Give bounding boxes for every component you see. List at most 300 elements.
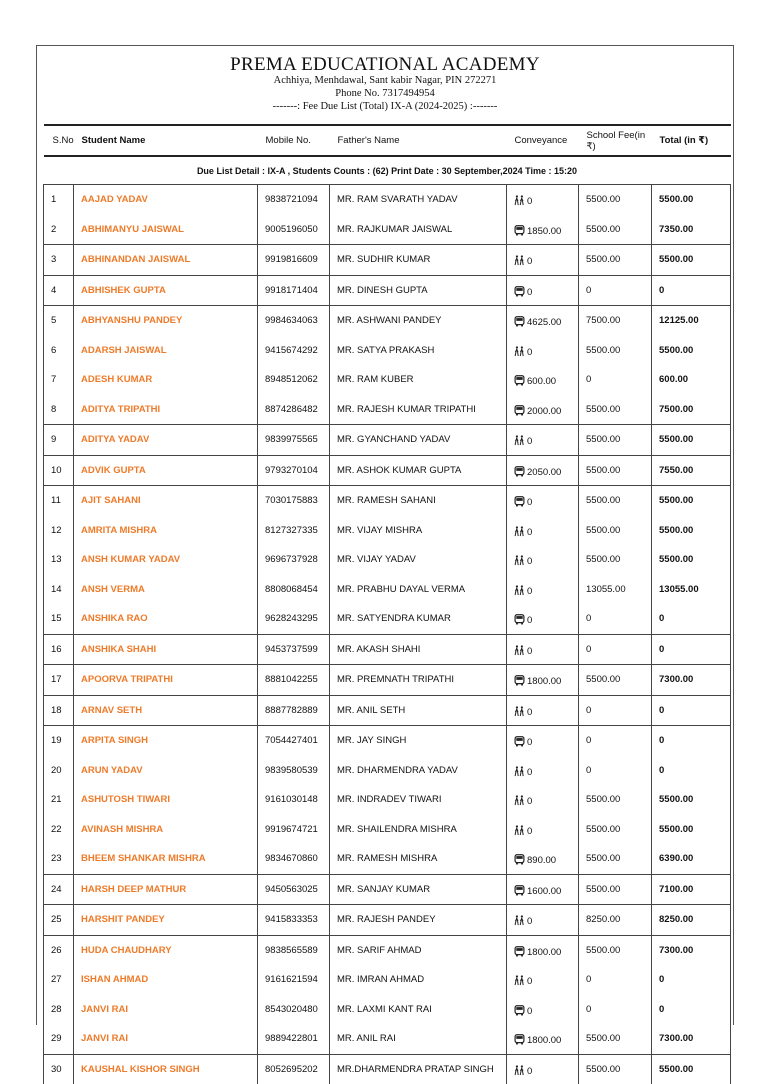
col-total: Total (in ₹)	[652, 125, 731, 156]
bus-icon	[514, 614, 525, 625]
row-conveyance-amount: 2050.00	[527, 466, 562, 478]
row-conveyance	[507, 395, 579, 425]
row-school-fee: 0	[579, 695, 652, 726]
row-total: 0	[652, 275, 731, 306]
row-conveyance-amount: 0	[527, 916, 533, 928]
row-sno: 5	[44, 306, 74, 336]
row-school-fee: 5500.00	[579, 336, 652, 366]
row-school-fee: 8250.00	[579, 905, 652, 936]
row-total: 6390.00	[652, 844, 731, 874]
table-row	[44, 634, 731, 665]
row-sno: 29	[44, 1024, 74, 1054]
table-row	[44, 785, 731, 815]
row-conveyance	[507, 726, 579, 756]
bus-icon	[514, 736, 525, 747]
row-total: 7550.00	[652, 455, 731, 486]
row-mobile: 9161030148	[258, 785, 330, 815]
row-father-name: MR. SANJAY KUMAR	[330, 874, 507, 905]
row-sno: 6	[44, 336, 74, 366]
row-father-name: MR. RAM SVARATH YADAV	[330, 185, 507, 215]
row-total: 7100.00	[652, 874, 731, 905]
row-student-name: ANSHIKA SHAHI	[74, 634, 258, 665]
row-conveyance	[507, 604, 579, 634]
col-student-name: Student Name	[74, 125, 258, 156]
table-row	[44, 965, 731, 995]
row-mobile: 9450563025	[258, 874, 330, 905]
row-mobile: 9453737599	[258, 634, 330, 665]
table-row	[44, 395, 731, 425]
row-student-name: ADARSH JAISWAL	[74, 336, 258, 366]
row-mobile: 8874286482	[258, 395, 330, 425]
school-name: PREMA EDUCATIONAL ACADEMY	[230, 54, 540, 75]
row-student-name: ABHIMANYU JAISWAL	[74, 215, 258, 245]
row-father-name: MR. VIJAY MISHRA	[330, 516, 507, 546]
row-student-name: APOORVA TRIPATHI	[74, 665, 258, 696]
bus-icon	[514, 466, 525, 477]
table-row	[44, 336, 731, 366]
col-father-name: Father's Name	[330, 125, 507, 156]
row-conveyance-amount: 1600.00	[527, 885, 562, 897]
row-father-name: MR. RAM KUBER	[330, 365, 507, 395]
row-conveyance-amount: 0	[527, 645, 533, 657]
fee-due-table	[43, 124, 731, 1084]
table-row	[44, 604, 731, 634]
row-sno: 19	[44, 726, 74, 756]
row-student-name: ADITYA YADAV	[74, 425, 258, 456]
row-mobile: 9834670860	[258, 844, 330, 874]
row-conveyance-amount: 0	[527, 706, 533, 718]
row-total: 7300.00	[652, 1024, 731, 1054]
row-conveyance	[507, 634, 579, 665]
due-list-detail: Due List Detail : IX-A , Students Counts : (62) Print Date : 30 September,2024 Time : 15:20	[44, 156, 731, 185]
row-sno: 2	[44, 215, 74, 245]
row-father-name: MR. ANIL SETH	[330, 695, 507, 726]
bus-icon	[514, 286, 525, 297]
row-conveyance	[507, 545, 579, 575]
row-conveyance	[507, 756, 579, 786]
row-conveyance-amount: 0	[527, 1005, 533, 1017]
row-sno: 26	[44, 935, 74, 965]
row-school-fee: 5500.00	[579, 844, 652, 874]
row-conveyance	[507, 874, 579, 905]
row-student-name: ABHINANDAN JAISWAL	[74, 245, 258, 276]
table-row	[44, 215, 731, 245]
row-sno: 9	[44, 425, 74, 456]
row-conveyance	[507, 575, 579, 605]
row-school-fee: 5500.00	[579, 545, 652, 575]
row-student-name: ADESH KUMAR	[74, 365, 258, 395]
row-total: 0	[652, 695, 731, 726]
row-student-name: ANSH VERMA	[74, 575, 258, 605]
row-sno: 18	[44, 695, 74, 726]
row-father-name: MR. SUDHIR KUMAR	[330, 245, 507, 276]
row-sno: 3	[44, 245, 74, 276]
row-total: 5500.00	[652, 245, 731, 276]
bus-icon	[514, 316, 525, 327]
row-conveyance	[507, 815, 579, 845]
row-school-fee: 5500.00	[579, 185, 652, 215]
row-father-name: MR. VIJAY YADAV	[330, 545, 507, 575]
walk-icon	[514, 975, 525, 986]
row-conveyance	[507, 245, 579, 276]
row-conveyance	[507, 965, 579, 995]
walk-icon	[514, 915, 525, 926]
row-total: 7500.00	[652, 395, 731, 425]
row-father-name: MR. AKASH SHAHI	[330, 634, 507, 665]
row-student-name: ADITYA TRIPATHI	[74, 395, 258, 425]
row-school-fee: 0	[579, 634, 652, 665]
row-total: 5500.00	[652, 185, 731, 215]
row-conveyance-amount: 0	[527, 436, 533, 448]
row-sno: 1	[44, 185, 74, 215]
walk-icon	[514, 555, 525, 566]
row-total: 0	[652, 726, 731, 756]
table-row	[44, 995, 731, 1025]
row-student-name: AMRITA MISHRA	[74, 516, 258, 546]
school-phone: Phone No. 7317494954	[335, 88, 435, 99]
row-mobile: 8052695202	[258, 1054, 330, 1084]
row-total: 5500.00	[652, 1054, 731, 1084]
row-mobile: 8887782889	[258, 695, 330, 726]
row-student-name: ARNAV SETH	[74, 695, 258, 726]
row-conveyance	[507, 185, 579, 215]
row-total: 0	[652, 756, 731, 786]
row-conveyance	[507, 695, 579, 726]
row-school-fee: 5500.00	[579, 1024, 652, 1054]
row-conveyance-amount: 0	[527, 976, 533, 988]
row-school-fee: 5500.00	[579, 785, 652, 815]
row-school-fee: 0	[579, 756, 652, 786]
row-conveyance	[507, 1054, 579, 1084]
row-father-name: MR. ASHWANI PANDEY	[330, 306, 507, 336]
table-row	[44, 1054, 731, 1084]
row-conveyance	[507, 935, 579, 965]
row-father-name: MR. ANIL RAI	[330, 1024, 507, 1054]
row-student-name: AVINASH MISHRA	[74, 815, 258, 845]
row-father-name: MR. IMRAN AHMAD	[330, 965, 507, 995]
row-student-name: ADVIK GUPTA	[74, 455, 258, 486]
row-conveyance	[507, 1024, 579, 1054]
row-conveyance-amount: 0	[527, 196, 533, 208]
row-father-name: MR. RAJESH PANDEY	[330, 905, 507, 936]
row-sno: 10	[44, 455, 74, 486]
row-total: 7350.00	[652, 215, 731, 245]
row-student-name: HARSHIT PANDEY	[74, 905, 258, 936]
col-sno: S.No	[44, 125, 74, 156]
walk-icon	[514, 795, 525, 806]
row-sno: 23	[44, 844, 74, 874]
row-mobile: 9793270104	[258, 455, 330, 486]
row-mobile: 7054427401	[258, 726, 330, 756]
table-row	[44, 1024, 731, 1054]
row-total: 5500.00	[652, 486, 731, 516]
row-mobile: 9839580539	[258, 756, 330, 786]
row-conveyance	[507, 455, 579, 486]
row-sno: 20	[44, 756, 74, 786]
row-sno: 4	[44, 275, 74, 306]
row-total: 5500.00	[652, 336, 731, 366]
row-school-fee: 0	[579, 965, 652, 995]
row-father-name: MR. RAMESH SAHANI	[330, 486, 507, 516]
row-conveyance	[507, 516, 579, 546]
row-father-name: MR. SARIF AHMAD	[330, 935, 507, 965]
row-father-name: MR. RAJKUMAR JAISWAL	[330, 215, 507, 245]
row-total: 600.00	[652, 365, 731, 395]
row-student-name: ABHISHEK GUPTA	[74, 275, 258, 306]
row-father-name: MR. ASHOK KUMAR GUPTA	[330, 455, 507, 486]
row-mobile: 9918171404	[258, 275, 330, 306]
row-student-name: HARSH DEEP MATHUR	[74, 874, 258, 905]
bus-icon	[514, 225, 525, 236]
row-conveyance	[507, 275, 579, 306]
row-total: 13055.00	[652, 575, 731, 605]
row-school-fee: 0	[579, 275, 652, 306]
row-student-name: JANVI RAI	[74, 1024, 258, 1054]
row-sno: 16	[44, 634, 74, 665]
row-school-fee: 5500.00	[579, 665, 652, 696]
row-conveyance	[507, 336, 579, 366]
row-father-name: MR. RAMESH MISHRA	[330, 844, 507, 874]
row-father-name: MR. RAJESH KUMAR TRIPATHI	[330, 395, 507, 425]
row-conveyance-amount: 4625.00	[527, 317, 562, 329]
row-father-name: MR. JAY SINGH	[330, 726, 507, 756]
row-sno: 17	[44, 665, 74, 696]
col-conveyance: Conveyance	[507, 125, 579, 156]
row-student-name: BHEEM SHANKAR MISHRA	[74, 844, 258, 874]
bus-icon	[514, 854, 525, 865]
row-father-name: MR. SATYA PRAKASH	[330, 336, 507, 366]
row-sno: 13	[44, 545, 74, 575]
row-mobile: 9628243295	[258, 604, 330, 634]
row-conveyance-amount: 1800.00	[527, 676, 562, 688]
row-conveyance-amount: 0	[527, 286, 533, 298]
row-conveyance	[507, 995, 579, 1025]
due-list-detail-row	[44, 156, 731, 185]
table-row	[44, 905, 731, 936]
row-school-fee: 0	[579, 726, 652, 756]
row-total: 5500.00	[652, 785, 731, 815]
row-sno: 30	[44, 1054, 74, 1084]
row-father-name: MR. INDRADEV TIWARI	[330, 785, 507, 815]
row-conveyance-amount: 600.00	[527, 376, 557, 388]
row-conveyance-amount: 0	[527, 585, 533, 597]
walk-icon	[514, 825, 525, 836]
row-mobile: 9415674292	[258, 336, 330, 366]
row-conveyance-amount: 0	[527, 615, 533, 627]
row-sno: 22	[44, 815, 74, 845]
walk-icon	[514, 766, 525, 777]
row-mobile: 9889422801	[258, 1024, 330, 1054]
row-conveyance-amount: 2000.00	[527, 405, 562, 417]
row-mobile: 9984634063	[258, 306, 330, 336]
table-row	[44, 306, 731, 336]
bus-icon	[514, 375, 525, 386]
row-mobile: 9919816609	[258, 245, 330, 276]
table-row	[44, 245, 731, 276]
row-mobile: 9919674721	[258, 815, 330, 845]
row-conveyance-amount: 1800.00	[527, 946, 562, 958]
row-school-fee: 5500.00	[579, 425, 652, 456]
bus-icon	[514, 1034, 525, 1045]
row-conveyance	[507, 486, 579, 516]
row-conveyance	[507, 844, 579, 874]
walk-icon	[514, 1065, 525, 1076]
table-row	[44, 695, 731, 726]
row-sno: 28	[44, 995, 74, 1025]
walk-icon	[514, 585, 525, 596]
row-school-fee: 5500.00	[579, 516, 652, 546]
walk-icon	[514, 195, 525, 206]
row-school-fee: 5500.00	[579, 486, 652, 516]
row-sno: 7	[44, 365, 74, 395]
row-father-name: MR. SHAILENDRA MISHRA	[330, 815, 507, 845]
row-total: 5500.00	[652, 545, 731, 575]
row-father-name: MR.DHARMENDRA PRATAP SINGH	[330, 1054, 507, 1084]
row-school-fee: 7500.00	[579, 306, 652, 336]
row-student-name: KAUSHAL KISHOR SINGH	[74, 1054, 258, 1084]
row-school-fee: 0	[579, 365, 652, 395]
row-student-name: AJIT SAHANI	[74, 486, 258, 516]
row-student-name: ARPITA SINGH	[74, 726, 258, 756]
row-conveyance-amount: 0	[527, 1065, 533, 1077]
row-total: 5500.00	[652, 815, 731, 845]
row-conveyance-amount: 0	[527, 346, 533, 358]
row-conveyance-amount: 0	[527, 766, 533, 778]
row-sno: 15	[44, 604, 74, 634]
row-school-fee: 5500.00	[579, 455, 652, 486]
table-row	[44, 425, 731, 456]
row-student-name: ARUN YADAV	[74, 756, 258, 786]
walk-icon	[514, 526, 525, 537]
row-mobile: 8808068454	[258, 575, 330, 605]
row-mobile: 8543020480	[258, 995, 330, 1025]
row-mobile: 9838721094	[258, 185, 330, 215]
row-mobile: 9415833353	[258, 905, 330, 936]
row-conveyance-amount: 0	[527, 497, 533, 509]
table-row	[44, 844, 731, 874]
table-row	[44, 185, 731, 215]
row-total: 0	[652, 965, 731, 995]
bus-icon	[514, 946, 525, 957]
table-row	[44, 486, 731, 516]
row-school-fee: 0	[579, 995, 652, 1025]
row-school-fee: 5500.00	[579, 935, 652, 965]
row-conveyance-amount: 1800.00	[527, 1035, 562, 1047]
row-total: 8250.00	[652, 905, 731, 936]
row-mobile: 9696737928	[258, 545, 330, 575]
table-row	[44, 756, 731, 786]
row-student-name: JANVI RAI	[74, 995, 258, 1025]
row-mobile: 8881042255	[258, 665, 330, 696]
row-mobile: 9839975565	[258, 425, 330, 456]
walk-icon	[514, 645, 525, 656]
row-school-fee: 5500.00	[579, 874, 652, 905]
row-conveyance-amount: 0	[527, 256, 533, 268]
walk-icon	[514, 706, 525, 717]
row-conveyance	[507, 425, 579, 456]
row-father-name: MR. DINESH GUPTA	[330, 275, 507, 306]
table-row	[44, 665, 731, 696]
table-row	[44, 516, 731, 546]
bus-icon	[514, 496, 525, 507]
bus-icon	[514, 1005, 525, 1016]
row-total: 7300.00	[652, 935, 731, 965]
bus-icon	[514, 675, 525, 686]
row-school-fee: 13055.00	[579, 575, 652, 605]
row-school-fee: 5500.00	[579, 1054, 652, 1084]
table-row	[44, 874, 731, 905]
row-student-name: ANSH KUMAR YADAV	[74, 545, 258, 575]
row-sno: 11	[44, 486, 74, 516]
row-school-fee: 5500.00	[579, 815, 652, 845]
row-conveyance	[507, 215, 579, 245]
row-total: 12125.00	[652, 306, 731, 336]
table-row	[44, 575, 731, 605]
row-conveyance	[507, 365, 579, 395]
row-conveyance	[507, 665, 579, 696]
row-father-name: MR. PREMNATH TRIPATHI	[330, 665, 507, 696]
row-school-fee: 0	[579, 604, 652, 634]
walk-icon	[514, 346, 525, 357]
row-conveyance-amount: 890.00	[527, 855, 557, 867]
row-conveyance-amount: 1850.00	[527, 225, 562, 237]
table-row	[44, 935, 731, 965]
row-conveyance-amount: 0	[527, 796, 533, 808]
col-school-fee: School Fee(in ₹)	[579, 125, 652, 156]
table-row	[44, 726, 731, 756]
row-school-fee: 5500.00	[579, 245, 652, 276]
row-sno: 14	[44, 575, 74, 605]
row-total: 5500.00	[652, 425, 731, 456]
row-father-name: MR. PRABHU DAYAL VERMA	[330, 575, 507, 605]
row-total: 0	[652, 995, 731, 1025]
row-mobile: 8948512062	[258, 365, 330, 395]
bus-icon	[514, 885, 525, 896]
row-student-name: HUDA CHAUDHARY	[74, 935, 258, 965]
row-total: 5500.00	[652, 516, 731, 546]
row-total: 7300.00	[652, 665, 731, 696]
row-student-name: ANSHIKA RAO	[74, 604, 258, 634]
table-row	[44, 455, 731, 486]
row-sno: 27	[44, 965, 74, 995]
row-mobile: 9838565589	[258, 935, 330, 965]
row-mobile: 9161621594	[258, 965, 330, 995]
row-conveyance-amount: 0	[527, 556, 533, 568]
fee-due-sheet	[36, 45, 734, 1077]
row-conveyance-amount: 0	[527, 737, 533, 749]
row-conveyance-amount: 0	[527, 526, 533, 538]
row-father-name: MR. LAXMI KANT RAI	[330, 995, 507, 1025]
row-sno: 12	[44, 516, 74, 546]
col-mobile: Mobile No.	[258, 125, 330, 156]
row-student-name: AAJAD YADAV	[74, 185, 258, 215]
row-total: 0	[652, 634, 731, 665]
list-title: -------: Fee Due List (Total) IX-A (2024-2025) :-------	[272, 101, 498, 112]
school-address: Achhiya, Menhdawal, Sant kabir Nagar, PIN 272271	[273, 75, 497, 86]
walk-icon	[514, 435, 525, 446]
bus-icon	[514, 405, 525, 416]
row-sno: 21	[44, 785, 74, 815]
table-row	[44, 365, 731, 395]
row-father-name: MR. DHARMENDRA YADAV	[330, 756, 507, 786]
row-total: 0	[652, 604, 731, 634]
row-conveyance	[507, 785, 579, 815]
table-row	[44, 815, 731, 845]
row-school-fee: 5500.00	[579, 215, 652, 245]
table-header-row	[44, 125, 731, 156]
row-student-name: ASHUTOSH TIWARI	[74, 785, 258, 815]
row-student-name: ABHYANSHU PANDEY	[74, 306, 258, 336]
